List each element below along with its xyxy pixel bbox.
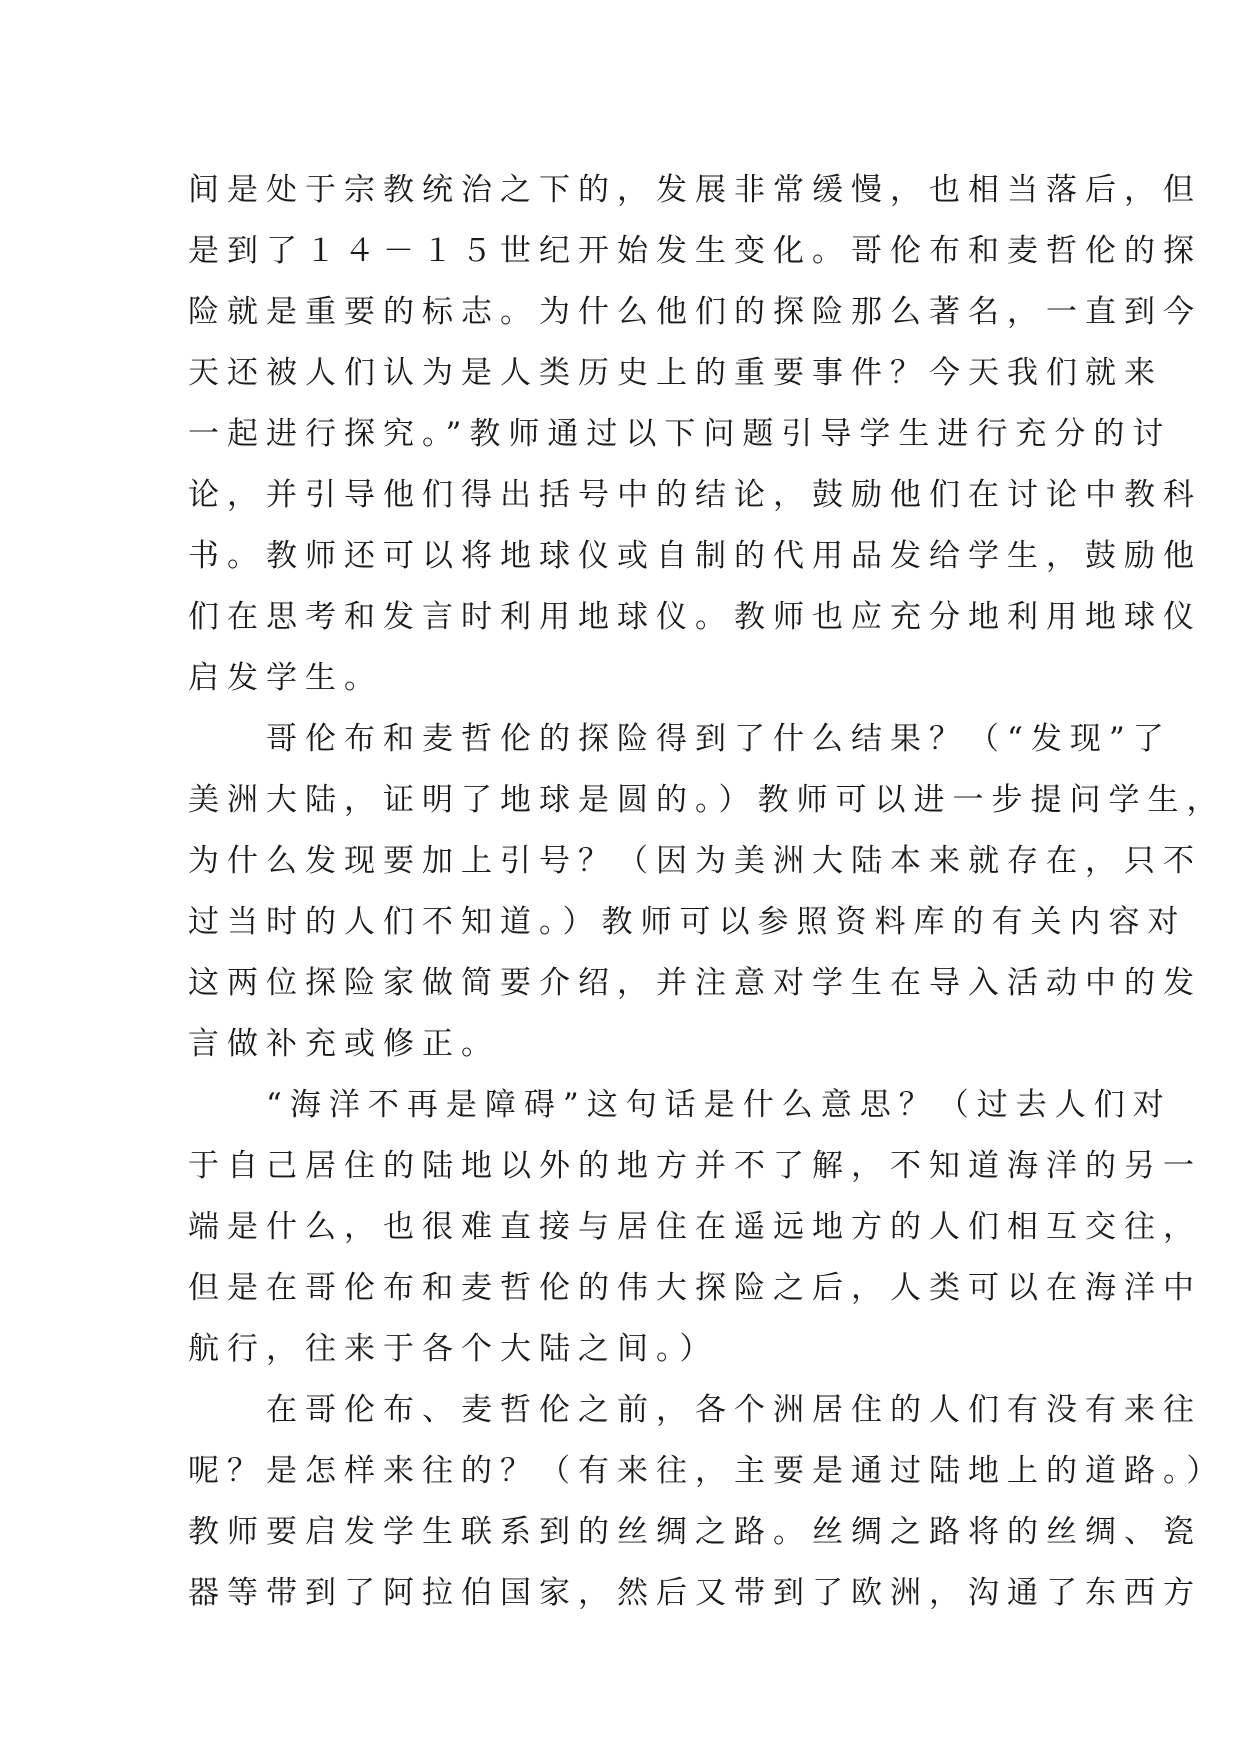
text-line: 哥伦布和麦哲伦的探险得到了什么结果？（“发现”了 <box>188 721 1172 757</box>
text-line: 启发学生。 <box>188 660 383 696</box>
text-line: 过当时的人们不知道。）教师可以参照资料库的有关内容对 <box>188 904 1187 940</box>
text-line: “海洋不再是障碍”这句话是什么意思？（过去人们对 <box>188 1087 1172 1123</box>
text-line: 天还被人们认为是人类历史上的重要事件？今天我们就来 <box>188 355 1163 391</box>
text-line: 书。教师还可以将地球仪或自制的代用品发给学生，鼓励他 <box>188 538 1202 574</box>
text-line: 险就是重要的标志。为什么他们的探险那么著名，一直到今 <box>188 294 1202 330</box>
text-line: 于自己居住的陆地以外的地方并不了解，不知道海洋的另一 <box>188 1148 1202 1184</box>
text-line: 器等带到了阿拉伯国家，然后又带到了欧洲，沟通了东西方 <box>188 1575 1202 1611</box>
text-line: 间是处于宗教统治之下的，发展非常缓慢，也相当落后，但 <box>188 172 1202 208</box>
text-line: 为什么发现要加上引号？（因为美洲大陆本来就存在，只不 <box>188 843 1202 879</box>
text-line: 一起进行探究。”教师通过以下问题引导学生进行充分的讨 <box>188 416 1172 452</box>
text-line: 呢？是怎样来往的？（有来往，主要是通过陆地上的道路。） <box>188 1453 1226 1489</box>
text-line: 美洲大陆，证明了地球是圆的。）教师可以进一步提问学生， <box>188 782 1226 818</box>
text-line: 这两位探险家做简要介绍，并注意对学生在导入活动中的发 <box>188 965 1202 1001</box>
text-line: 但是在哥伦布和麦哲伦的伟大探险之后，人类可以在海洋中 <box>188 1270 1202 1306</box>
text-line: 航行，往来于各个大陆之间。） <box>188 1331 719 1367</box>
document-body <box>188 160 1226 1624</box>
text-line: 是到了１４－１５世纪开始发生变化。哥伦布和麦哲伦的探 <box>188 233 1202 269</box>
text-line: 们在思考和发言时利用地球仪。教师也应充分地利用地球仪 <box>188 599 1202 635</box>
text-line: 端是什么，也很难直接与居住在遥远地方的人们相互交往， <box>188 1209 1202 1245</box>
text-line: 在哥伦布、麦哲伦之前，各个洲居住的人们有没有来往 <box>188 1392 1202 1428</box>
text-line: 言做补充或修正。 <box>188 1026 500 1062</box>
text-line: 论，并引导他们得出括号中的结论，鼓励他们在讨论中教科 <box>188 477 1202 513</box>
text-line: 教师要启发学生联系到的丝绸之路。丝绸之路将的丝绸、瓷 <box>188 1514 1202 1550</box>
